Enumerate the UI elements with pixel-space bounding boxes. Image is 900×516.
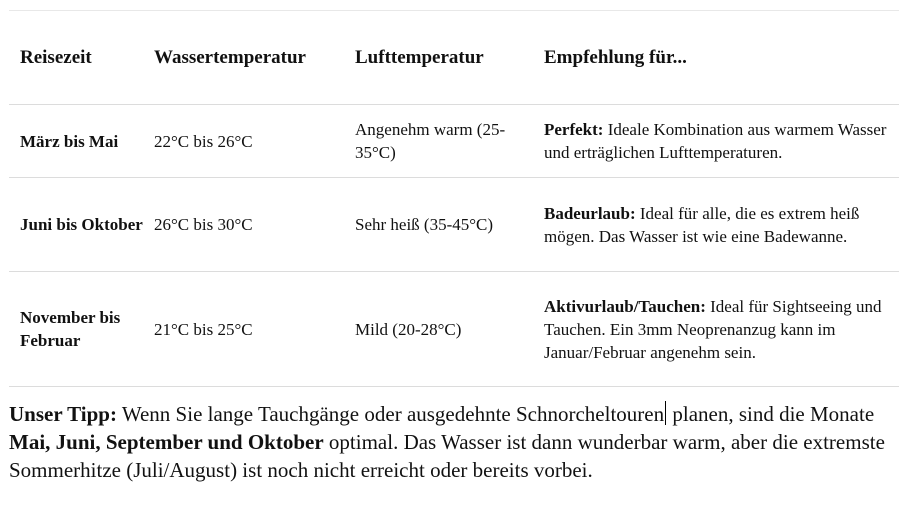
header-empfehlung: Empfehlung für... — [544, 46, 687, 68]
air-temp-cell: Angenehm warm (25-35°C) — [355, 120, 506, 162]
recommendation-cell — [533, 178, 899, 272]
table-row — [9, 272, 899, 387]
season-cell: Juni bis Oktober — [20, 215, 143, 234]
recommendation-text: Ideal für Sightseeing und Tauchen. Ein 3mm Neoprenanzug kann im Januar/Februar angenehm sein. — [544, 296, 882, 362]
text-cursor — [665, 401, 666, 425]
header-lufttemperatur: Lufttemperatur — [355, 46, 484, 68]
recommendation-label: Aktivurlaub/Tauchen: — [544, 296, 706, 316]
air-temp-cell: Mild (20-28°C) — [355, 319, 462, 339]
water-temp-cell: 21°C bis 25°C — [154, 319, 253, 339]
travel-season-table — [9, 10, 899, 387]
recommendation-cell — [533, 272, 899, 387]
tip-label: Unser Tipp: — [9, 402, 117, 426]
recommendation-text: Ideale Kombination aus warmem Wasser und erträglichen Lufttemperaturen. — [544, 120, 887, 162]
tip-months: Mai, Juni, September und Oktober — [9, 430, 324, 454]
season-cell: November bis Februar — [20, 308, 121, 350]
header-wassertemperatur: Wassertemperatur — [154, 46, 306, 68]
air-temp-cell: Sehr heiß (35-45°C) — [355, 215, 494, 234]
tip-text: Wenn Sie lange Tauchgänge oder ausgedehnte Schnorcheltouren — [116, 402, 665, 426]
water-temp-cell: 26°C bis 30°C — [154, 215, 253, 234]
header-reisezeit: Reisezeit — [20, 46, 92, 68]
tip-paragraph — [9, 400, 894, 484]
table-row — [9, 105, 899, 178]
tip-text: optimal. Das Wasser ist dann wunderbar warm, aber die extremste Sommerhitze (Juli/August) ist noch nicht erreicht oder bereits vorbei. — [9, 430, 885, 482]
recommendation-cell — [533, 105, 899, 178]
table-row — [9, 178, 899, 272]
recommendation-label: Badeurlaub: — [544, 203, 636, 223]
table-header-row — [9, 11, 899, 105]
recommendation-label: Perfekt: — [544, 120, 604, 139]
water-temp-cell: 22°C bis 26°C — [154, 131, 253, 151]
recommendation-text: Ideal für alle, die es extrem heiß mögen. Das Wasser ist wie eine Badewanne. — [544, 203, 860, 246]
tip-text: planen, sind die Monate — [667, 402, 875, 426]
season-cell: März bis Mai — [20, 131, 119, 151]
